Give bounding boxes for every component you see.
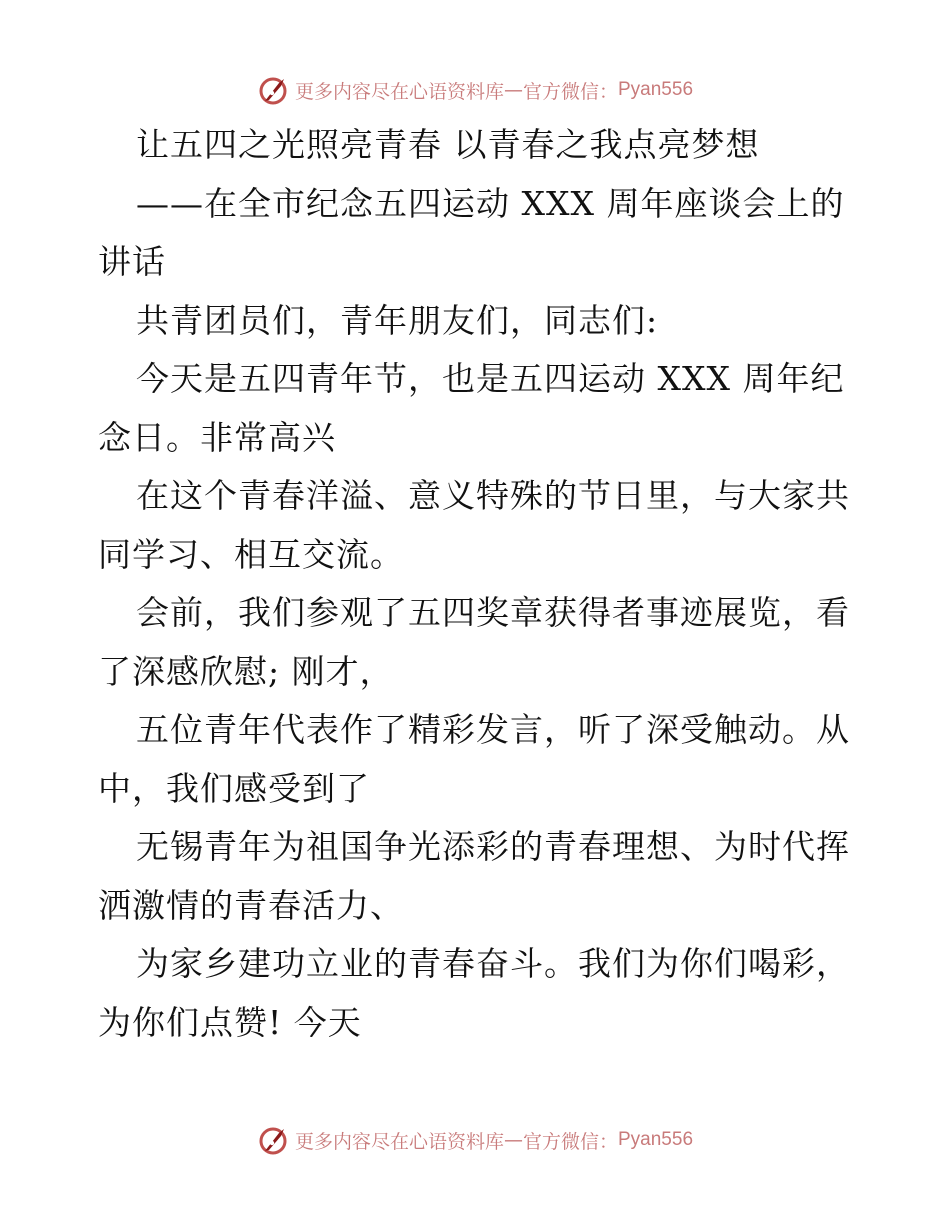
watermark-separator: — <box>503 1129 523 1151</box>
paragraph: 为家乡建功立业的青春奋斗。我们为你们喝彩，为你们点赞! 今天 <box>98 944 850 1042</box>
pen-logo-icon <box>257 1123 291 1157</box>
watermark-wechat-id: Pyan556 <box>618 79 694 100</box>
paragraph: 在这个青春洋溢、意义特殊的节日里，与大家共同学习、相互交流。 <box>98 476 850 574</box>
document-subtitle: ——在全市纪念五四运动 XXX 周年座谈会上的讲话 <box>98 183 845 281</box>
watermark-wechat-label: 官方微信： <box>522 80 618 103</box>
footer-watermark <box>0 1120 950 1160</box>
paragraph: 会前，我们参观了五四奖章获得者事迹展览，看了深感欣慰; 刚才， <box>98 593 850 691</box>
pen-logo-icon <box>257 73 291 107</box>
header-watermark <box>0 70 950 110</box>
salutation: 共青团员们，青年朋友们，同志们: <box>136 300 659 340</box>
paragraph: 无锡青年为祖国争光添彩的青春理想、为时代挥洒激情的青春活力、 <box>98 827 850 925</box>
watermark-text: 更多内容尽在心语资料库 <box>294 80 504 103</box>
paragraph: 今天是五四青年节，也是五四运动 XXX 周年纪念日。非常高兴 <box>98 359 845 457</box>
watermark-separator: — <box>503 79 523 101</box>
document-title: 让五四之光照亮青春 以青春之我点亮梦想 <box>136 125 760 164</box>
watermark-text: 更多内容尽在心语资料库 <box>294 1130 504 1153</box>
paragraph: 五位青年代表作了精彩发言，听了深受触动。从中，我们感受到了 <box>98 710 850 808</box>
document-body <box>98 116 858 1052</box>
watermark-wechat-label: 官方微信： <box>522 1130 618 1153</box>
watermark-wechat-id: Pyan556 <box>618 1129 694 1150</box>
